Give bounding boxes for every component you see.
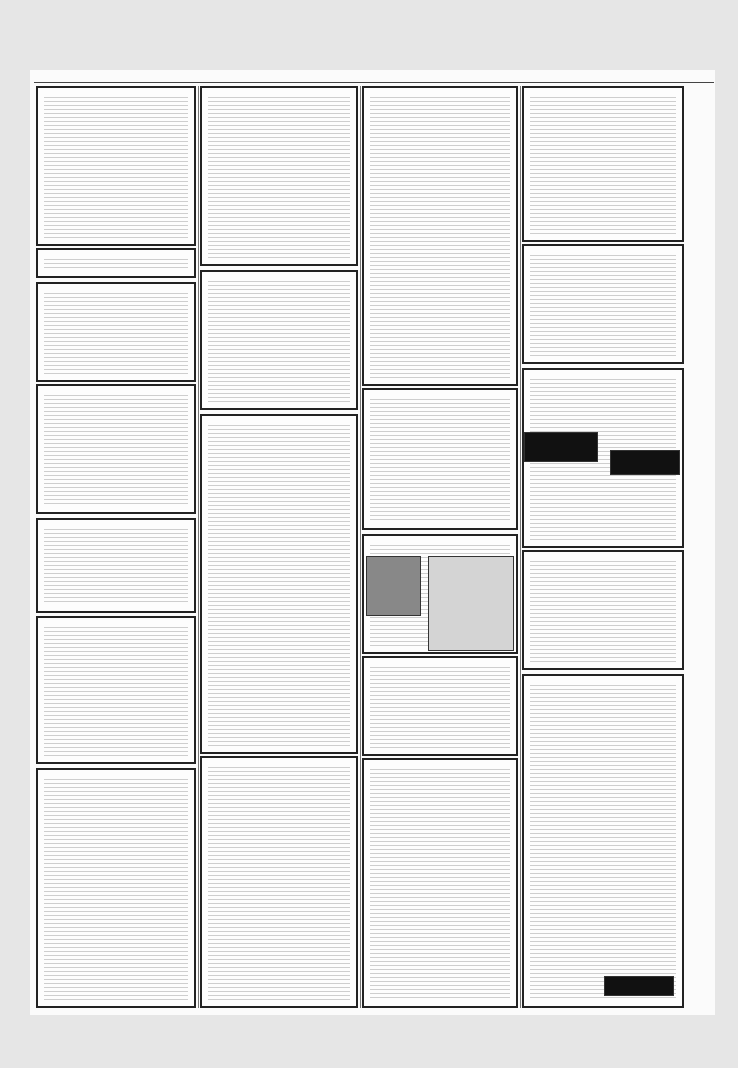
- notice-box: [200, 414, 358, 754]
- notice-box: [200, 756, 358, 1008]
- advertisement-image: [366, 556, 421, 616]
- column-rule: [520, 86, 521, 1008]
- notice-box: [522, 550, 684, 670]
- notice-box: [36, 518, 196, 613]
- column-rule: [360, 86, 361, 1008]
- notice-box: [200, 86, 358, 266]
- notice-box: [36, 384, 196, 514]
- notice-box: [36, 282, 196, 382]
- notice-box: [522, 244, 684, 364]
- notice-box: [362, 656, 518, 756]
- notice-box: [36, 248, 196, 278]
- advertisement-image: [604, 976, 674, 996]
- notice-box: [200, 270, 358, 410]
- advertisement-image: [428, 556, 514, 651]
- column-rule: [198, 86, 199, 1008]
- notice-box: [36, 86, 196, 246]
- notice-box: [362, 86, 518, 386]
- advertisement-image: [610, 450, 680, 475]
- notice-box: [36, 616, 196, 764]
- notice-box: [362, 388, 518, 530]
- notice-box: [522, 86, 684, 242]
- notice-box: [362, 758, 518, 1008]
- advertisement-image: [524, 432, 598, 462]
- notice-box: [36, 768, 196, 1008]
- masthead: [34, 70, 714, 83]
- notice-box: [522, 674, 684, 1008]
